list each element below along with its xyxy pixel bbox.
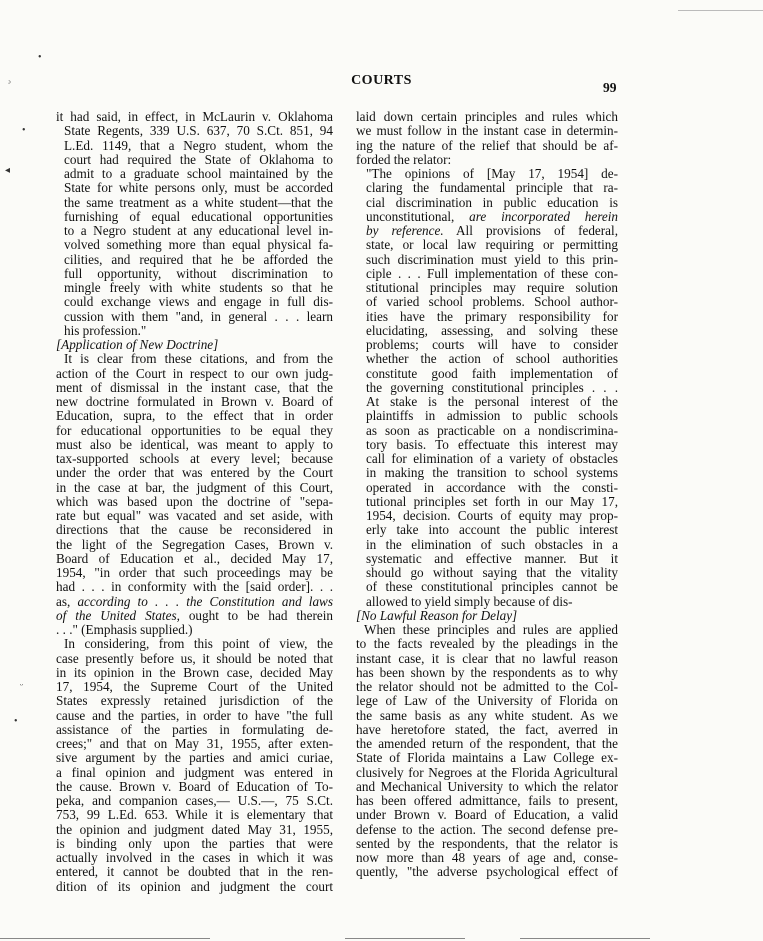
quote-line (356, 210, 618, 224)
text-line: State of Florida maintains a Law College ex- (356, 751, 618, 766)
text-line: It is clear from these citations, and from the (64, 352, 333, 367)
text-line: the amended return of the respondent, that the (356, 737, 618, 751)
text-line: actually involved in the cases in which it was (56, 851, 333, 865)
scan-edge-top (678, 10, 763, 11)
quote-line: At stake is the personal interest of the (366, 395, 618, 409)
text-line: his profession." (64, 323, 147, 338)
text-line: 1954, "in order that such proceedings may be (56, 566, 333, 580)
quote-line: of varied school problems. School author- (366, 295, 618, 310)
text-line: court had required the State of Oklahoma to (64, 152, 333, 167)
scan-edge-bottom (0, 938, 210, 939)
quote-line: call for elimination of a variety of obstacles (366, 452, 618, 466)
text-line: must also be identical, was meant to apply to (56, 437, 333, 452)
text-line: could exchange views and engage in full dis- (64, 295, 333, 310)
text-line: ment of dismissal in the instant case, that the (56, 380, 333, 395)
text-line: In considering, from this point of view, the (64, 637, 333, 652)
text-line: the same basis as any white student. As we (356, 708, 618, 723)
text-line: for educational opportunities to be equal they (56, 423, 333, 438)
text-line: now more than 48 years of age and, conse- (356, 851, 618, 865)
text-line: the light of the Segregation Cases, Brown v. (56, 537, 333, 552)
left-column (56, 110, 333, 894)
text-line: case presently before us, it should be noted that (56, 651, 333, 666)
text-line: tax-supported schools at every level; because (56, 452, 333, 466)
quote-line: cial discrimination in public education is (366, 195, 618, 210)
text-line: full opportunity, without discrimination to (64, 266, 333, 281)
scan-edge-bottom (345, 938, 465, 939)
text-line: to the facts revealed by the pleadings in the (356, 637, 618, 652)
scan-speck: • (14, 716, 18, 727)
text-line: Board of Education et al., decided May 17, (56, 551, 333, 566)
quote-line: stitutional principles may require solution (366, 281, 618, 295)
text-line: has been offered admittance, fails to present, (356, 794, 618, 808)
text-line: is binding only upon the parties that were (56, 836, 333, 851)
running-header-title: COURTS (351, 73, 412, 88)
section-heading: [No Lawful Reason for Delay] (356, 608, 518, 623)
text-run: unconstitutional, (366, 209, 470, 224)
text-line: instant case, it is clear that no lawful reason (356, 651, 618, 666)
text-line: had . . . in conformity with the [said order]. . . (56, 580, 333, 595)
quote-line: systematic and effective manner. But it (366, 551, 618, 566)
scan-speck: ᵕ (20, 680, 23, 691)
text-line: When these principles and rules are applied (364, 623, 618, 637)
text-line: in the case at bar, the judgment of this Court, (56, 480, 333, 495)
quote-line: tutional principles set forth in our May 17, (366, 494, 618, 509)
text-line: action of the Court in respect to our own judg- (56, 366, 333, 381)
text-line: crees;" and that on May 31, 1955, after exten- (56, 737, 333, 751)
scan-speck: ᵓ (8, 78, 11, 89)
quote-line: tory basis. To effectuate this interest may (366, 437, 618, 452)
text-line: to a Negro student at any educational level in- (64, 224, 333, 238)
text-line: 17, 1954, the Supreme Court of the United (56, 680, 333, 694)
text-line: new doctrine formulated in Brown v. Board of (56, 395, 333, 409)
text-line: forded the relator: (356, 152, 452, 167)
quote-line: such discrimination must yield to this prin- (366, 252, 618, 267)
text-line: State Regents, 339 U.S. 637, 70 S.Ct. 851, 94 (64, 124, 333, 139)
text-line: 753, 99 L.Ed. 653. While it is elementary that (56, 808, 333, 823)
text-line: lege of Law of the University of Florida on (356, 694, 618, 709)
text-line: sented by the respondents, that the relator is (356, 836, 618, 851)
text-line: directions that the cause be reconsidered in (56, 523, 333, 538)
quote-line: 1954, decision. Courts of equity may prop- (366, 509, 618, 523)
text-line: mingle freely with white students so that he (64, 281, 333, 295)
quote-line: whether the action of school authorities (366, 352, 618, 367)
emphasis-text: according to . . . the Constitution and laws (77, 594, 333, 609)
text-line: in its opinion in the Brown case, decided May (56, 665, 333, 680)
text-line: cussion with them "and, in general . . . learn (64, 309, 333, 324)
text-line: laid down certain principles and rules which (356, 110, 618, 124)
text-line: dition of its opinion and judgment the court (56, 879, 333, 894)
text-line: a final opinion and judgment was entered in (56, 765, 333, 780)
text-line: the same treatment as a white student—that the (64, 195, 333, 210)
scan-speck: • (38, 52, 42, 63)
emphasis-text: by reference. (366, 224, 444, 238)
quote-line: state, or local law requiring or permitting (366, 238, 618, 253)
text-line: volved something more than equal physical fa- (64, 238, 333, 253)
text-line: peka, and companion cases,— U.S.—, 75 S.Ct. (56, 794, 333, 808)
scan-speck: • (22, 125, 26, 136)
quote-line: as soon as practicable on a nondiscrimina- (366, 423, 618, 438)
text-line (56, 595, 333, 609)
text-line: Education, supra, to the effect that in order (56, 409, 333, 424)
text-line: quently, "the adverse psychological effect of (356, 865, 618, 880)
text-run: ought to be had therein (179, 608, 333, 623)
quote-line: claring the fundamental principle that ra- (366, 181, 618, 196)
quote-line: of these constitutional principles cannot be (366, 580, 618, 595)
scan-speck: ◂ (5, 165, 11, 176)
quote-line: constitute good faith implementation of (366, 366, 618, 381)
text-line: we must follow in the instant case in determin- (356, 124, 618, 139)
emphasis-text: are incorporated herein (469, 209, 618, 224)
text-line: admit to a graduate school maintained by the (64, 167, 333, 181)
text-line: have heretofore stated, the fact, averred in (356, 722, 618, 737)
section-heading: [Application of New Doctrine] (56, 338, 219, 352)
text-line: under Brown v. Board of Education, a valid (356, 808, 618, 823)
text-line: defense to the action. The second defense pre- (356, 822, 618, 837)
text-line: State for white persons only, must be accorded (64, 181, 333, 196)
quote-line: plaintiffs in admission to public schools (366, 409, 618, 424)
quote-line: in making the transition to school systems (366, 466, 618, 481)
text-line: States expressly retained jurisdiction of the (56, 694, 333, 709)
right-column (356, 110, 618, 880)
text-line: sive argument by the parties and amici curiae, (56, 751, 333, 766)
text-line: cause and the parties, in order to have "the full (56, 708, 333, 723)
text-line: has been shown by the respondents as to why (356, 665, 618, 680)
text-line: ing the nature of the relief that should be af- (356, 138, 618, 153)
text-run: as, (56, 594, 78, 609)
quote-line: operated in accordance with the consti- (366, 480, 618, 495)
text-line: it had said, in effect, in McLaurin v. Oklahoma (56, 110, 333, 124)
quote-line: problems; courts will have to consider (366, 338, 618, 352)
quote-line (356, 224, 618, 238)
quote-line: ities have the primary responsibility for (366, 309, 618, 324)
text-line: the opinion and judgment dated May 31, 1955, (56, 822, 333, 837)
text-line: clusively for Negroes at the Florida Agricultural (356, 765, 618, 780)
text-line: furnishing of equal educational opportunities (64, 209, 333, 224)
text-line: under the order that was entered by the Court (56, 466, 333, 481)
quote-line: the governing constitutional principles . . . (366, 380, 618, 395)
quote-line: should go without saying that the vitality (366, 566, 618, 580)
text-run: All provisions of federal, (443, 224, 618, 238)
quote-line: erly take into account the public interest (366, 523, 618, 538)
text-line: L.Ed. 1149, that a Negro student, whom the (64, 138, 333, 153)
text-line (56, 609, 333, 623)
text-line: the cause. Brown v. Board of Education of To- (56, 779, 333, 794)
quote-line: "The opinions of [May 17, 1954] de- (366, 167, 618, 181)
text-line: and Mechanical University to which the relator (356, 779, 618, 794)
quote-line: ciple . . . Full implementation of these con- (366, 266, 618, 281)
text-line: which was based upon the doctrine of "sepa- (56, 494, 333, 509)
scan-edge-bottom (520, 938, 650, 939)
emphasis-text: of the United States, (56, 608, 180, 623)
quote-line: allowed to yield simply because of dis- (366, 594, 573, 609)
text-line: . . ." (Emphasis supplied.) (56, 623, 193, 637)
text-line: cilities, and required that he be afforded the (64, 252, 333, 267)
text-line: the relator should not be admitted to the Col- (356, 680, 618, 694)
text-line: rate but equal" was vacated and set aside, with (56, 509, 333, 523)
text-line: entered, it cannot be doubted that in the ren- (56, 865, 333, 880)
quote-line: in the elimination of such obstacles in a (366, 537, 618, 552)
page-number: 99 (603, 80, 617, 95)
quote-line: elucidating, assessing, and solving these (366, 323, 618, 338)
text-line: assistance of the parties in formulating de- (56, 722, 333, 737)
